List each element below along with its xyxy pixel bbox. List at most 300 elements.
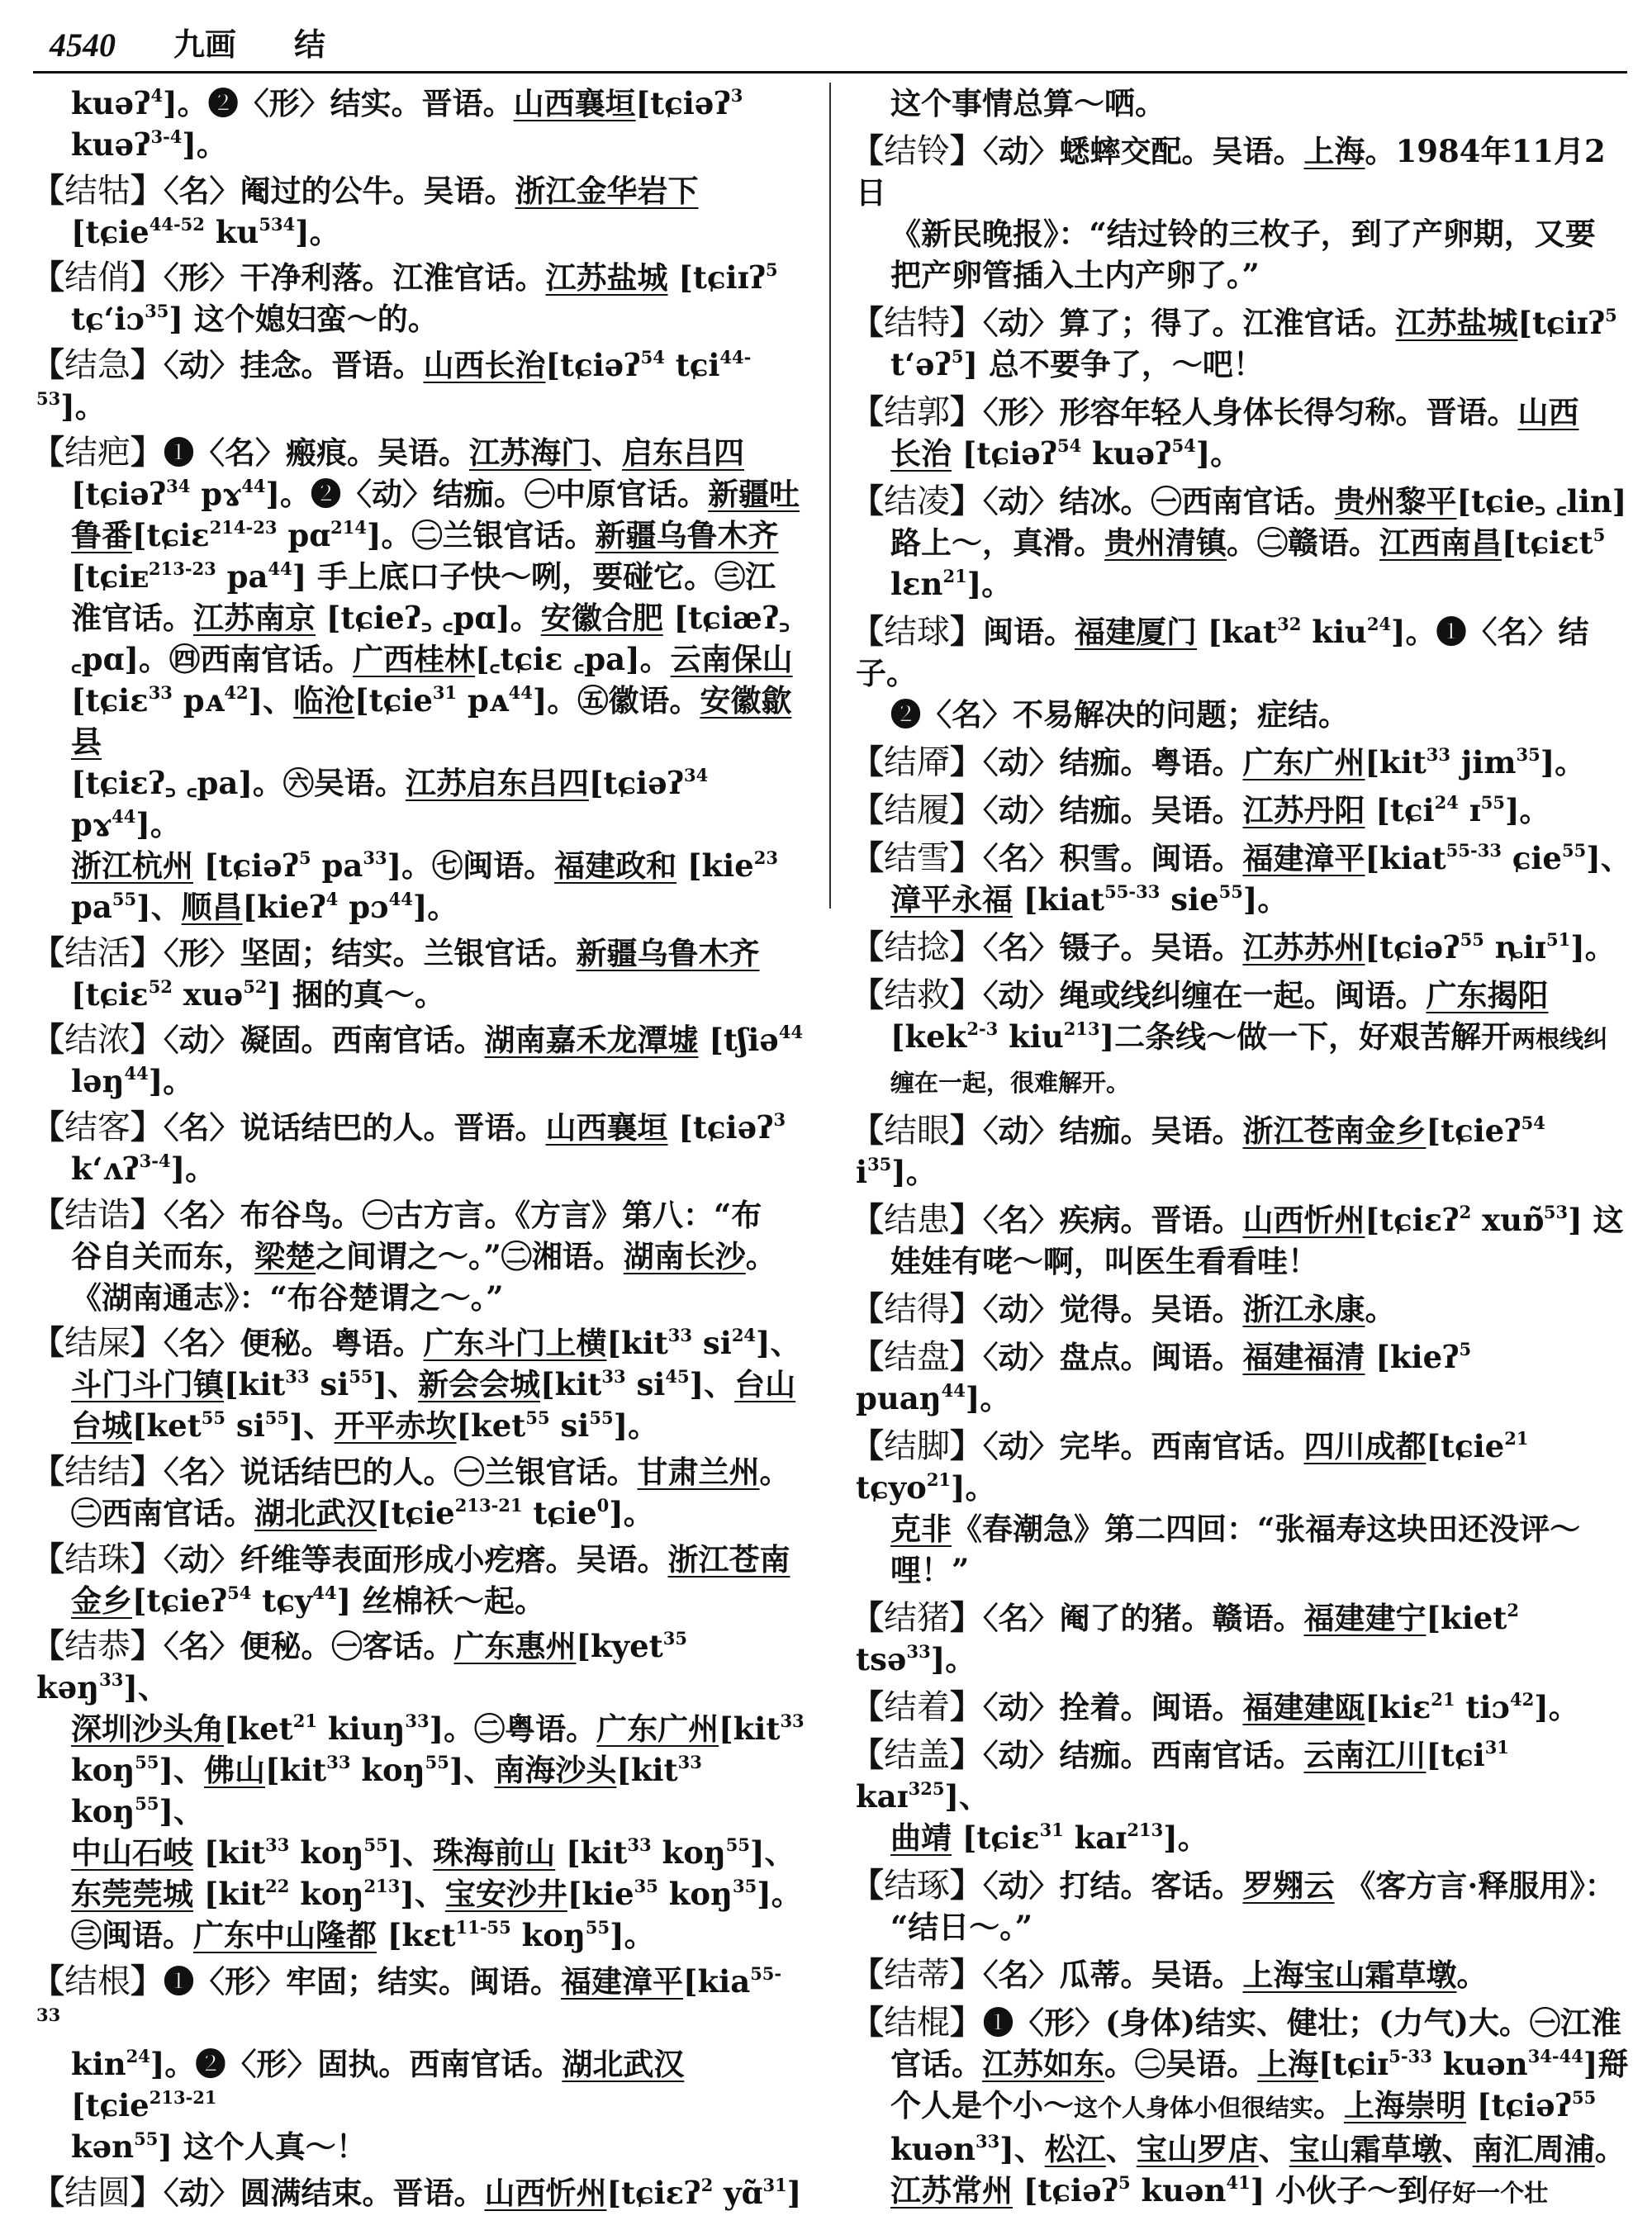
headword-text: 结活 [64, 933, 131, 972]
bracket-close: 】 [950, 303, 983, 342]
place-name: 新疆吐 [708, 475, 800, 512]
tone-superscript: 21 [1431, 1689, 1455, 1710]
entry-line [36, 638, 805, 680]
definition-text: pɤ [71, 805, 112, 842]
definition-text: ]。㊄徽语。 [532, 681, 700, 719]
definition-text: kiu [998, 1018, 1064, 1055]
headword [851, 482, 983, 520]
entry-line [851, 1336, 1632, 1419]
definition-text: [tɕiɛ [71, 975, 149, 1013]
headword-text: 结救 [884, 976, 950, 1014]
definition-text: ]、 [248, 681, 294, 719]
entry-line [856, 1016, 1632, 1060]
definition-text: [tɕie [1426, 1428, 1505, 1464]
tone-superscript: 55 [264, 1407, 290, 1429]
place-name: 福建漳平 [561, 1963, 683, 2000]
headword [31, 1453, 164, 1491]
stroke-section: 九画 [173, 26, 237, 63]
place-name: 安徽合肥 [540, 599, 663, 636]
bracket-open: 【 [851, 392, 884, 431]
definition-text: ]、 [1586, 840, 1631, 876]
tone-superscript: 5 [1593, 524, 1606, 545]
place-name: 福建漳平 [1242, 840, 1365, 876]
definition-text: [kie [567, 1876, 634, 1913]
entry-line [856, 879, 1632, 920]
definition-text: [tɕiɛʔ [1365, 1202, 1460, 1238]
definition-text: ❶〈形〉牢固；结实。闽语。 [164, 1963, 561, 2000]
headword-text: 结蒂 [884, 1956, 950, 1994]
headword-text: 结得 [884, 1290, 950, 1328]
entry-line [31, 1451, 805, 1492]
headword-text: 结盖 [884, 1736, 950, 1774]
headword-text: 结恭 [64, 1627, 131, 1666]
definition-text: [꜀tɕiɛ ꜀pa]。 [475, 640, 671, 677]
headword [31, 1627, 164, 1665]
dictionary-entry [851, 130, 1632, 296]
definition-text: 〈动〉结痂。吴语。 [983, 1113, 1243, 1149]
page-number: 4540 [50, 26, 116, 64]
definition-text: si [309, 1366, 349, 1403]
place-name: 江西南昌 [1379, 524, 1502, 561]
tone-superscript: 55 [1561, 840, 1587, 861]
definition-text: pa [71, 888, 112, 925]
definition-text: [tɕiəʔ [952, 435, 1057, 472]
definition-text: [kit [616, 1752, 678, 1789]
headword-text: 结着 [884, 1688, 950, 1726]
tone-superscript: 45 [665, 1366, 690, 1388]
entry-line [36, 2043, 805, 2126]
entry-line [851, 391, 1632, 433]
definition-text: 〈形〉坚固；结实。兰银官话。 [164, 934, 577, 971]
definition-text: [kɛt [377, 1917, 456, 1954]
entry-line [851, 130, 1632, 213]
tone-superscript: 5-33 [1389, 2046, 1432, 2066]
definition-text: ]、 [999, 2131, 1045, 2167]
definition-text: ]、 [289, 1407, 335, 1445]
entry-line [31, 344, 805, 427]
tone-superscript: 214-23 [209, 516, 278, 538]
dictionary-entry [31, 257, 805, 339]
tone-superscript: 52 [148, 975, 173, 997]
dictionary-entry [31, 2172, 805, 2213]
tone-superscript: 35 [634, 1876, 658, 1897]
definition-text: ]、 [159, 1752, 204, 1789]
tone-superscript: 55 [363, 1834, 388, 1856]
tone-superscript: 42 [1510, 1689, 1535, 1710]
entry-line [31, 1019, 805, 1060]
bracket-close: 】 [950, 1111, 983, 1150]
headword [851, 304, 983, 342]
definition-text: koŋ [71, 1752, 135, 1789]
place-name: 福建厦门 [1075, 614, 1197, 650]
bracket-close: 】 [950, 790, 983, 829]
tone-superscript: 55-33 [1104, 881, 1161, 902]
definition-text: [kit [719, 1710, 781, 1748]
definition-text: kən [71, 2128, 135, 2166]
definition-text: [tɕieʔ [132, 1582, 228, 1619]
bracket-open: 【 [851, 1866, 884, 1905]
entry-line [856, 1508, 1632, 1591]
bracket-open: 【 [31, 932, 64, 972]
bracket-open: 【 [31, 1626, 64, 1666]
entry-line [36, 845, 805, 886]
tone-superscript: 0 [596, 1495, 610, 1516]
tone-superscript: 213 [1063, 1018, 1100, 1039]
tone-superscript: 21 [292, 1710, 318, 1732]
entry-line [36, 1832, 805, 1873]
definition-text: tɕʻiɔ [71, 301, 145, 338]
bracket-close: 】 [950, 1598, 983, 1637]
tone-superscript: 5 [1605, 305, 1617, 325]
headword [851, 791, 983, 829]
definition-text: 〈动〉蟋蟀交配。吴语。 [983, 133, 1304, 169]
tone-superscript: 42 [224, 681, 249, 703]
headword [851, 1956, 983, 1994]
place-name: 上海 [1257, 2046, 1318, 2082]
bracket-close: 】 [950, 928, 983, 966]
headword [851, 1201, 983, 1239]
header-character: 结 [294, 26, 326, 63]
definition-text: ]。 [1534, 1689, 1579, 1725]
definition-text: [tɕiɪʔ [1517, 305, 1606, 341]
entry-line [856, 344, 1632, 385]
definition-text: 。 [745, 1237, 776, 1274]
place-name: 广东广州 [596, 1710, 719, 1748]
tone-superscript: 213 [363, 1876, 401, 1897]
bracket-close: 】 [950, 975, 983, 1014]
definition-text: 〈动〉纤维等表面形成小疙瘩。吴语。 [164, 1540, 668, 1578]
tone-superscript: 34 [684, 764, 709, 785]
headword-text: 结患 [884, 1201, 950, 1239]
definition-text: [tɕie [354, 681, 433, 719]
bracket-close: 】 [950, 612, 983, 651]
headword [851, 1338, 983, 1376]
bracket-open: 【 [851, 1687, 884, 1726]
tone-superscript: 55 [589, 1407, 614, 1429]
definition-text: tʻəʔ [890, 346, 952, 382]
headword-text: 结雪 [884, 839, 950, 877]
definition-text: ]。 [951, 1469, 996, 1506]
tone-superscript: 33 [148, 681, 173, 703]
tone-superscript: 55-33 [1446, 840, 1502, 861]
entry-line [31, 432, 805, 473]
definition-text: pɔ [338, 888, 389, 925]
definition-text: 《新民晚报》：“结过铃的三枚子，到了产卵期，又要 [890, 216, 1596, 252]
place-name: 安徽歙县 [71, 681, 792, 760]
definition-text: ]、 [449, 1752, 495, 1789]
definition-text: [kit [224, 1366, 286, 1403]
definition-text: koŋ [657, 1876, 733, 1913]
entry-line [856, 2128, 1632, 2170]
tone-superscript: 44 [268, 558, 292, 579]
definition-text: ]。㊁粤语。 [429, 1710, 597, 1748]
tone-superscript: 32 [1277, 614, 1302, 634]
definition-text: [tɕi [1426, 1737, 1485, 1773]
bracket-open: 【 [31, 432, 64, 472]
place-name: 山西长治 [423, 347, 546, 384]
bracket-open: 【 [851, 2003, 884, 2042]
dictionary-entry [31, 1539, 805, 1621]
tone-superscript: 54 [1056, 435, 1082, 456]
tone-superscript: 55 [1218, 881, 1243, 902]
entry-line [856, 563, 1632, 605]
definition-text: si [549, 1407, 590, 1445]
entry-line [851, 1954, 1632, 1995]
definition-text: [kit [193, 1876, 266, 1913]
definition-text: ]。 [965, 1380, 1011, 1416]
definition-text: 。 [759, 1454, 790, 1491]
definition-text: [kyet [576, 1628, 663, 1665]
entry-line [851, 975, 1632, 1016]
definition-text: kuəʔ [71, 85, 151, 121]
tone-superscript: 34 [166, 475, 191, 496]
place-name: 山西襄垣 [513, 85, 636, 121]
entry-line [36, 556, 805, 597]
definition-text: ]、 [373, 1366, 419, 1403]
definition-text: ɪ [1458, 792, 1481, 828]
place-name: 上海宝山霜草墩 [1242, 1957, 1457, 1993]
dictionary-entry [851, 1336, 1632, 1419]
bracket-close: 】 [131, 1962, 164, 2001]
place-name: 梁楚 [254, 1237, 316, 1274]
headword [31, 1021, 164, 1059]
place-name: 四川成都 [1303, 1428, 1427, 1464]
tone-superscript: 24 [1434, 792, 1459, 813]
entry-line [851, 1288, 1632, 1330]
definition-text: 〈动〉挂念。晋语。 [164, 347, 424, 384]
tone-superscript: 33 [326, 1752, 351, 1773]
definition-text: kuəʔ [71, 126, 151, 163]
tone-superscript: 44 [112, 805, 136, 827]
entry-line [851, 1865, 1632, 1906]
headword-text: 结诰 [64, 1195, 131, 1234]
tone-superscript: 55 [1572, 2087, 1597, 2108]
place-name: 佛山 [203, 1752, 265, 1789]
definition-text: 〈名〉便秘。粤语。 [164, 1325, 424, 1362]
entry-line [36, 762, 805, 845]
tone-superscript: 31 [432, 681, 458, 703]
definition-text: ]。 [135, 805, 181, 842]
entry-line [36, 1405, 805, 1446]
definition-text: ]。 [1540, 744, 1586, 780]
entry-line [36, 1492, 805, 1534]
tone-superscript: 5 [951, 346, 964, 367]
entry-line [36, 2126, 805, 2167]
definition-text: ] 小伙子～到 [1250, 2172, 1429, 2209]
definition-text: ]二条线～做一下，好艰苦解开 [1099, 1018, 1512, 1055]
entry-line [36, 298, 805, 339]
definition-text: ]。 [170, 1150, 216, 1187]
bracket-close: 】 [950, 482, 983, 520]
headword [851, 1736, 983, 1774]
entry-line [851, 742, 1632, 783]
definition-text: 〈名〉阉了的猪。赣语。 [983, 1600, 1304, 1636]
definition-text: [kieʔ [1365, 1339, 1460, 1375]
definition-text: 《客方言·释服用》： [1334, 1867, 1616, 1904]
definition-text: kaɪ [1063, 1820, 1127, 1856]
headword-text: 结俏 [64, 259, 131, 297]
tone-superscript: 54 [640, 347, 665, 368]
tone-superscript: 55 [425, 1752, 449, 1773]
dictionary-entry [851, 1110, 1632, 1193]
definition-text: 谷自关而东， [71, 1237, 254, 1274]
bracket-close: 】 [950, 2003, 983, 2042]
bracket-close: 】 [950, 743, 983, 781]
entry-line [856, 254, 1632, 296]
definition-text: 这个事情总算～哂。 [890, 85, 1165, 121]
headword [851, 132, 983, 170]
headword [31, 346, 164, 384]
bracket-close: 】 [131, 1323, 164, 1363]
definition-text: [kiet [1426, 1600, 1507, 1636]
tone-superscript: 2-3 [966, 1018, 999, 1039]
definition-text: tiɔ [1455, 1689, 1510, 1725]
tone-superscript: 35 [1516, 744, 1540, 765]
tone-superscript: 55 [525, 1407, 550, 1429]
entry-line [856, 83, 1632, 124]
page-header [50, 15, 325, 64]
definition-text: ]。 [1242, 881, 1289, 918]
definition-text: ]。 [1195, 435, 1241, 472]
place-name: 宝安沙井 [444, 1876, 567, 1913]
definition-text: sie [1160, 881, 1219, 918]
left-column [31, 83, 805, 2213]
tone-superscript: 5 [766, 259, 778, 281]
place-name: 福建建宁 [1303, 1600, 1427, 1636]
definition-text: ]。❶〈名〉结子。 [856, 614, 1589, 691]
entry-line [851, 481, 1632, 522]
entry-line [36, 83, 805, 165]
definition-text: [tɕiɛt [1502, 524, 1593, 561]
place-name: 贵州黎平 [1334, 483, 1457, 520]
definition-text: koŋ [289, 1834, 364, 1872]
bracket-close: 】 [950, 1337, 983, 1376]
definition-text: 〈名〉瓜蒂。吴语。 [983, 1957, 1243, 1993]
entry-line [36, 1364, 805, 1405]
definition-text: [kit [1365, 744, 1427, 780]
definition-text: ləŋ [71, 1063, 125, 1100]
place-name: 上海崇明 [1344, 2087, 1467, 2123]
entry-line [856, 213, 1632, 254]
place-name: 山西忻州 [1242, 1202, 1365, 1238]
definition-text: [tɕiəʔ [545, 347, 641, 384]
definition-text: 〈动〉结痂。粤语。 [983, 744, 1243, 780]
bracket-open: 【 [851, 1598, 884, 1637]
tone-superscript: 55 [135, 1793, 159, 1815]
headword-text: 结特 [884, 304, 950, 342]
place-name: 江苏启东吕四 [405, 764, 589, 801]
definition-text: ]。 [60, 388, 106, 425]
entry-line [36, 1749, 805, 1832]
definition-text: [kit [606, 1325, 668, 1362]
entry-line [31, 1961, 805, 2043]
entry-line [851, 1734, 1632, 1817]
definition-text: [kie [676, 847, 754, 884]
place-name: 浙江苍南 [667, 1540, 790, 1578]
entry-line [851, 611, 1632, 694]
entry-line [856, 2043, 1632, 2085]
definition-text: [tɕiəʔ [667, 1108, 774, 1146]
headword [851, 1688, 983, 1726]
entry-line [856, 433, 1632, 474]
place-name: 深圳沙头角 [71, 1710, 224, 1748]
entry-line [36, 974, 805, 1015]
place-name: 宝山霜草墩 [1289, 2131, 1442, 2167]
tone-superscript: 55-33 [36, 1963, 782, 2026]
definition-text: [tɕiəʔ [193, 847, 299, 884]
headword-text: 结客 [64, 1108, 131, 1146]
definition-text: ] 这个人真～！ [158, 2128, 367, 2166]
bracket-open: 【 [851, 482, 884, 520]
definition-text: ㊂闽语。 [71, 1917, 193, 1954]
tone-superscript: 31 [1039, 1820, 1064, 1840]
definition-text: 〈名〉镊子。吴语。 [983, 929, 1243, 966]
place-name: 福建福清 [1242, 1339, 1365, 1375]
place-name: 广东广州 [1242, 744, 1365, 780]
tone-superscript: 55 [135, 1752, 159, 1773]
entry-line [856, 1060, 1632, 1103]
bracket-open: 【 [31, 1323, 64, 1363]
bracket-open: 【 [851, 838, 884, 877]
definition-text: 个人是个小～ [890, 2087, 1074, 2123]
definition-text: si [225, 1407, 265, 1445]
definition-text: ] 这个媳妇蛮～的。 [169, 301, 439, 338]
definition-text: 把产卵管插入土内产卵了。” [890, 257, 1260, 293]
bracket-open: 【 [31, 1452, 64, 1492]
definition-text: 〈动〉拴着。闽语。 [983, 1689, 1243, 1725]
bracket-close: 】 [950, 1735, 983, 1774]
headword [851, 743, 983, 781]
headword [31, 1540, 164, 1578]
definition-text: ㊁西南官话。 [71, 1495, 254, 1532]
definition-text: [tɕiəʔ [1365, 929, 1460, 966]
tone-superscript: 2 [1459, 1202, 1472, 1222]
tone-superscript: 3 [730, 85, 743, 106]
dictionary-entry [31, 1451, 805, 1534]
entry-line [856, 2170, 1632, 2213]
definition-text: jim [1450, 744, 1517, 780]
entry-line [31, 1322, 805, 1364]
definition-text: ]。 [966, 566, 1013, 602]
definition-text: ]。❷〈动〉结痂。㊀中原官话。 [265, 475, 709, 512]
definition-text: ]。㊁兰银官话。 [366, 516, 596, 553]
entry-line [856, 1241, 1632, 1282]
bracket-close: 】 [131, 170, 164, 210]
definition-text: [tɕiɛ [132, 516, 210, 553]
bracket-open: 【 [31, 1962, 64, 2001]
definition-text: [kiat [1013, 881, 1105, 918]
definition-text: kin [71, 2046, 126, 2083]
tone-superscript: 53 [1543, 1202, 1569, 1222]
definition-text: ɕie [1501, 840, 1562, 876]
headword [851, 928, 983, 966]
definition-text: ]、 [944, 1778, 990, 1815]
dictionary-entry [851, 975, 1632, 1103]
definition-text: [tɕiæʔ꜆ [662, 599, 790, 636]
bracket-close: 】 [131, 1539, 164, 1578]
definition-text: ] 丝棉袄～起。 [336, 1582, 545, 1619]
tone-superscript: 213-21 [149, 2087, 217, 2109]
entry-line [851, 1687, 1632, 1728]
definition-text: [tɕieʔ [1426, 1113, 1521, 1149]
tone-superscript: 52 [243, 975, 268, 997]
dictionary-entry [31, 432, 805, 928]
definition-text: tsə [856, 1641, 907, 1677]
headword-text: 结结 [64, 1453, 131, 1492]
bracket-close: 】 [950, 1289, 983, 1328]
definition-text: [kit [540, 1366, 602, 1403]
definition-text: 闽语。 [983, 614, 1075, 650]
